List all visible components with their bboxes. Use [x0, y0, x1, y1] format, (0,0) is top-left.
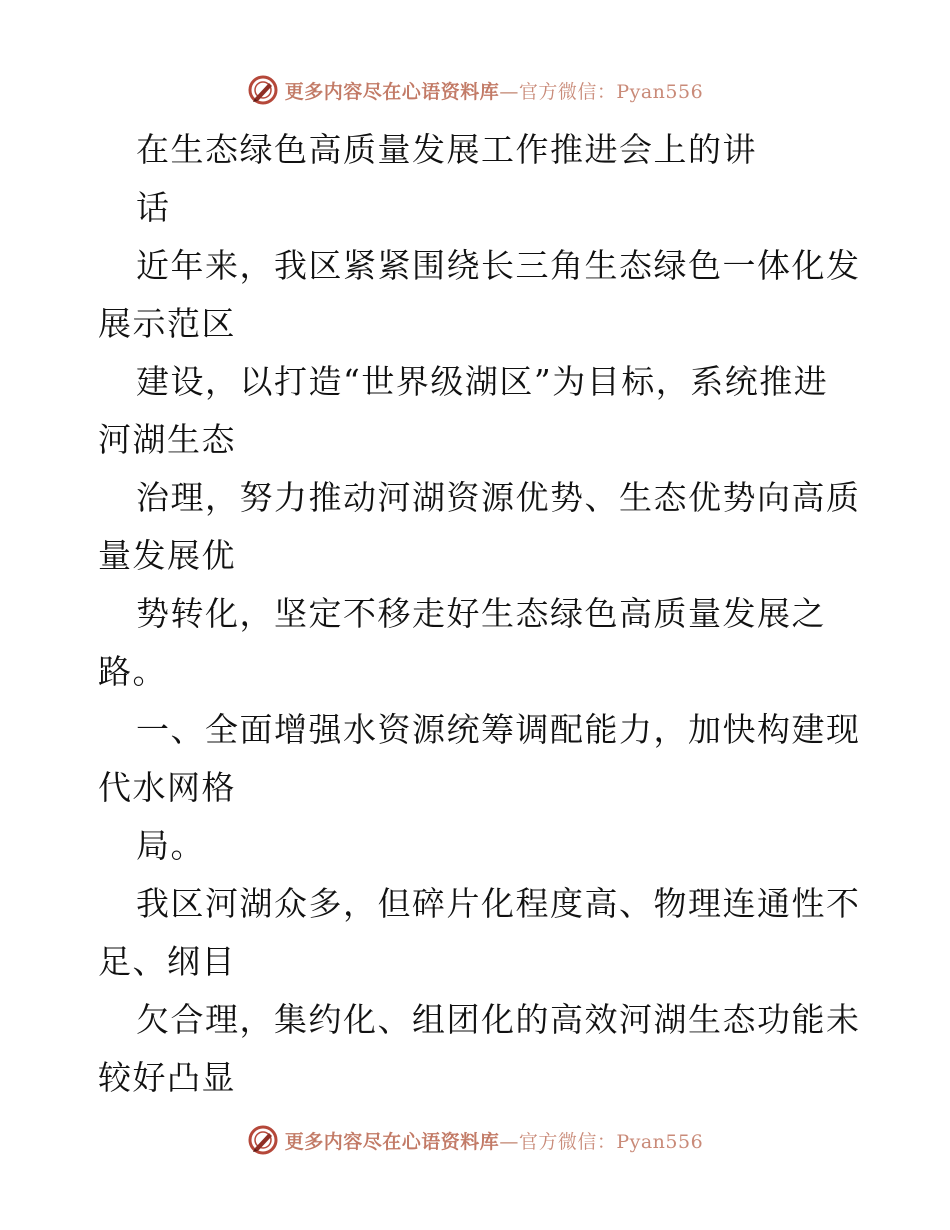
text-line: 我区河湖众多，但碎片化程度高、物理连通性不	[136, 884, 861, 923]
text-line: 展示范区	[98, 304, 236, 343]
header-wechat-label: 官方微信：	[518, 80, 617, 103]
header-separator: —	[499, 80, 519, 103]
text-line: 在生态绿色高质量发展工作推进会上的讲	[136, 130, 757, 169]
header-banner	[0, 70, 950, 110]
text-line: 河湖生态	[98, 420, 236, 459]
text-line: 量发展优	[98, 536, 236, 575]
footer-wechat-label: 官方微信：	[518, 1130, 617, 1153]
pen-circle-logo-icon	[247, 1124, 279, 1156]
text-line: 足、纲目	[98, 942, 236, 981]
text-line: 话	[136, 188, 171, 227]
footer-wechat-id: Pyan556	[616, 1130, 704, 1153]
text-line: 路。	[98, 652, 167, 691]
text-line: 代水网格	[98, 768, 236, 807]
text-line: 治理，努力推动河湖资源优势、生态优势向高质	[136, 478, 861, 517]
text-line: 势转化，坚定不移走好生态绿色高质量发展之	[136, 594, 826, 633]
text-line: 局。	[136, 826, 205, 865]
text-line: 近年来，我区紧紧围绕长三角生态绿色一体化发	[136, 246, 861, 285]
pen-circle-logo-icon	[247, 74, 279, 106]
header-site-text: 更多内容尽在心语资料库	[284, 80, 500, 103]
footer-banner	[0, 1120, 950, 1160]
text-line: 一、全面增强水资源统筹调配能力，加快构建现	[136, 710, 861, 749]
text-line: 较好凸显	[98, 1058, 236, 1097]
footer-banner-text	[285, 1127, 703, 1154]
footer-separator: —	[499, 1130, 519, 1153]
footer-site-text: 更多内容尽在心语资料库	[284, 1130, 500, 1153]
text-line: 欠合理，集约化、组团化的高效河湖生态功能未	[136, 1000, 861, 1039]
text-line: 建设，以打造“世界级湖区”为目标，系统推进	[136, 362, 829, 401]
header-banner-text	[285, 77, 703, 104]
header-wechat-id: Pyan556	[616, 80, 704, 103]
